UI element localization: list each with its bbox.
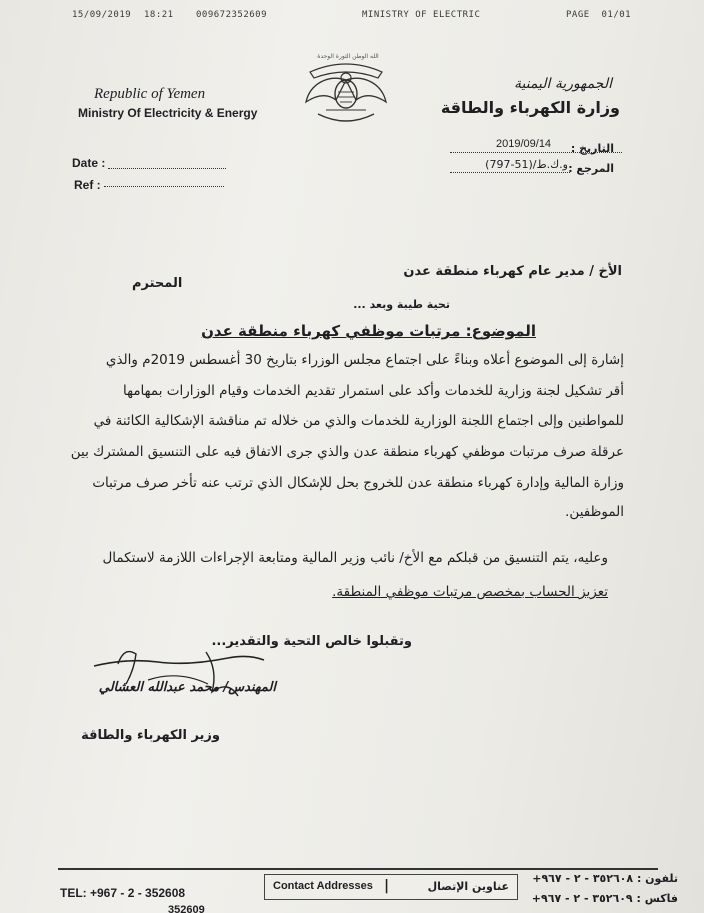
paragraph-line: إشارة إلى الموضوع أعلاه وبناءً على اجتماع مجلس الوزراء بتاريخ 30 أغسطس 2019م والذي	[105, 352, 624, 368]
ar-ref-value: و.ك.ط/(51-797)	[485, 158, 568, 171]
footer-en-tel: TEL: +967 - 2 - 352608	[60, 886, 186, 900]
en-date-label: Date :	[72, 156, 106, 170]
footer-en-fax: 352609	[168, 904, 205, 913]
closing: وتقبلوا خالص التحية والتقدير...	[211, 634, 412, 649]
ar-date-line	[450, 152, 622, 153]
contact-box	[264, 874, 518, 900]
paragraph-line: وعليه، يتم التنسيق من قبلكم مع الأخ/ نائب وزير المالية ومتابعة الإجراءات اللازمة لاستكمال	[102, 550, 608, 566]
fax-date: 15/09/2019	[72, 10, 132, 20]
ar-date-label: التاريخ :	[570, 142, 614, 155]
signer-title: وزير الكهرباء والطاقة	[81, 728, 220, 743]
fax-sender: MINISTRY OF ELECTRIC	[362, 10, 481, 20]
contact-ar: عناوين الإتصال	[427, 880, 509, 893]
honorific: المحترم	[132, 276, 183, 291]
emblem-banner-text: الله الوطن الثورة الوحدة	[317, 53, 379, 60]
subject: الموضوع: مرتبات موظفي كهرباء منطقة عدن	[201, 322, 536, 340]
ar-date-value: 2019/09/14	[496, 138, 552, 150]
paragraph-line: الموظفين.	[565, 504, 624, 520]
ar-country: الجمهورية اليمنية	[513, 76, 612, 92]
paragraph-line: أقر تشكيل لجنة وزارية للخدمات وأكد على استمرار تقديم الخدمات وقيام الوزارات بمهامها	[122, 383, 624, 399]
ar-ref-line	[450, 172, 570, 173]
ar-ref-label: المرجع :	[568, 162, 614, 175]
paragraph-line: تعزيز الحساب بمخصص مرتبات موظفي المنطقة.	[332, 584, 608, 600]
contact-en: Contact Addresses	[273, 880, 373, 892]
fax-page: PAGE 01/01	[566, 10, 632, 20]
signer-name: المهندس/ محمد عبدالله العشالي	[98, 680, 276, 695]
ar-ministry: وزارة الكهرباء والطاقة	[440, 98, 620, 117]
fax-phone: 009672352609	[196, 10, 268, 20]
en-ref-line	[104, 186, 224, 187]
en-country: Republic of Yemen	[94, 86, 206, 102]
en-ministry: Ministry Of Electricity & Energy	[78, 106, 258, 120]
footer-divider	[58, 868, 658, 870]
en-ref-label: Ref :	[74, 178, 101, 192]
greeting: تحية طيبة وبعد ...	[353, 298, 450, 311]
recipient: الأخ / مدير عام كهرباء منطقة عدن	[403, 264, 622, 279]
contact-separator: |	[384, 878, 390, 894]
en-date-line	[108, 168, 226, 169]
fax-time: 18:21	[144, 10, 174, 20]
eagle-emblem-icon	[298, 50, 394, 130]
paragraph-line: عرقلة صرف مرتبات موظفي كهرباء منطقة عدن والذي جرى الاتفاق فيه على التنسيق المشترك بين	[70, 444, 624, 460]
paragraph-line: للمواطنين وإلى اجتماع اللجنة الوزارية للخدمات والذي من خلاله تم مناقشة الإشكالية الكائنة في	[93, 413, 624, 429]
footer-ar-fax: فاكس : ٣٥٢٦٠٩ - ٢ - ٩٦٧+	[531, 892, 678, 905]
paragraph-line: وزارة المالية وإدارة كهرباء منطقة عدن للخروج بحل للإشكال الذي ترتب عنه تأخر صرف مرتبات	[92, 475, 624, 491]
signature-icon	[88, 640, 278, 710]
footer-ar-tel: تلفون : ٣٥٢٦٠٨ - ٢ - ٩٦٧+	[532, 872, 678, 885]
